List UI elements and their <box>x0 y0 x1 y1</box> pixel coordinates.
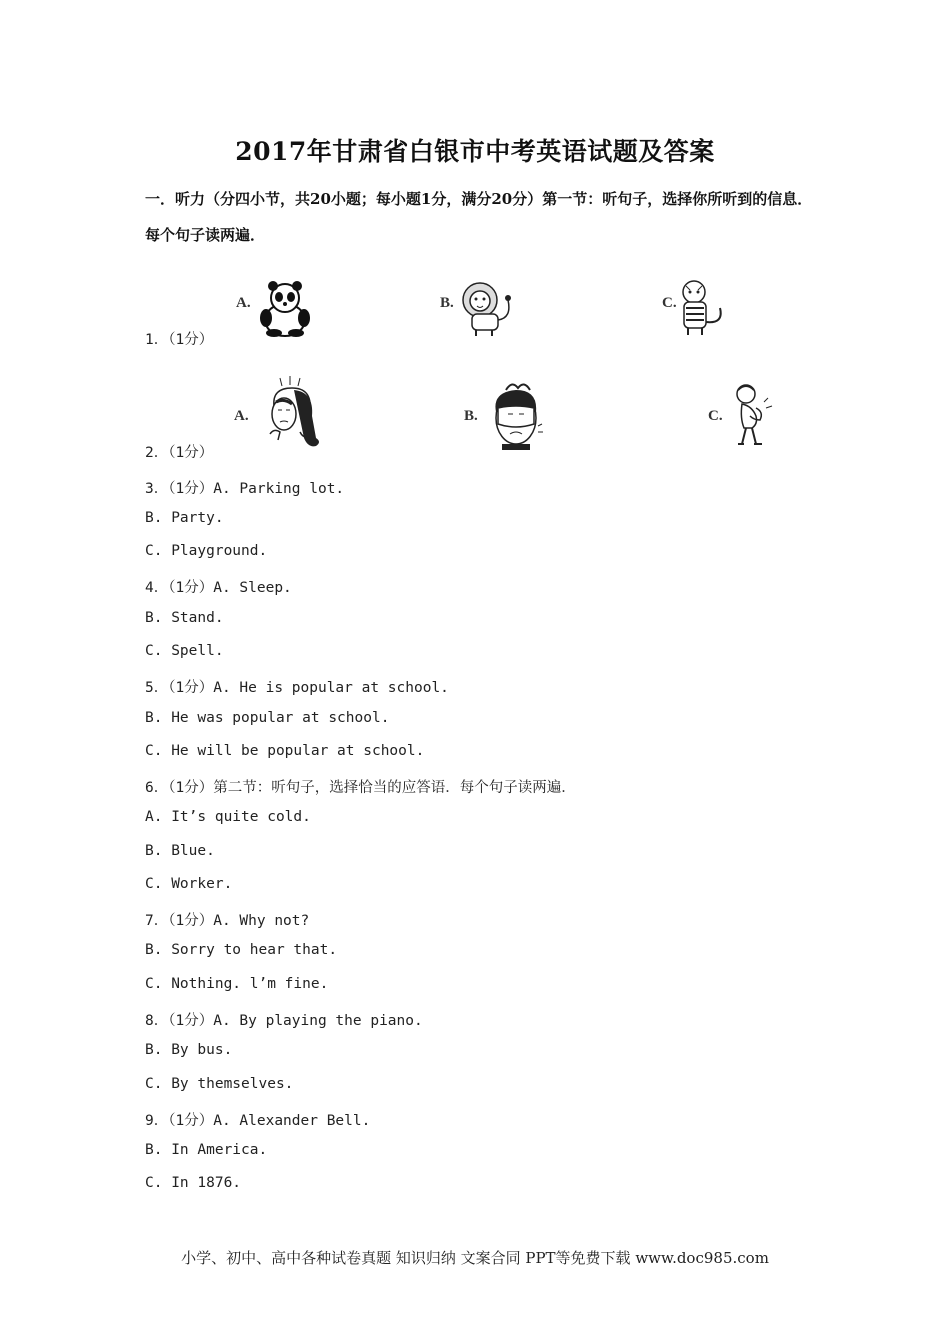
toothache-person-icon <box>486 378 548 452</box>
question-line: C. Playground. <box>145 543 268 559</box>
q2-label: 2．（1分） <box>145 445 214 461</box>
question-line: 8．（1分）A. By playing the piano. <box>145 1013 423 1029</box>
question-line: B. Sorry to hear that. <box>145 942 338 958</box>
question-line: C. Spell. <box>145 643 224 659</box>
question-line: B. In America. <box>145 1142 268 1158</box>
lion-icon <box>456 280 520 338</box>
question-line: B. Stand. <box>145 610 224 626</box>
q2-option-a-label: A. <box>234 408 249 424</box>
question-line: 3．（1分）A. Parking lot. <box>145 481 345 497</box>
q1-option-a-label: A. <box>236 295 251 311</box>
question-line: B. Blue. <box>145 843 215 859</box>
q2-option-c-label: C. <box>708 408 723 424</box>
q2-option-b-label: B. <box>464 408 478 424</box>
question-line: B. He was popular at school. <box>145 710 390 726</box>
tiger-icon <box>676 278 732 338</box>
page-footer: 小学、初中、高中各种试卷真题 知识归纳 文案合同 PPT等免费下载 www.doc985.com <box>181 1249 769 1267</box>
question-line: 9．（1分）A. Alexander Bell. <box>145 1113 371 1129</box>
question-line: B. By bus. <box>145 1042 233 1058</box>
question-line: 7．（1分）A. Why not? <box>145 913 310 929</box>
question-line: C. Worker. <box>145 876 233 892</box>
question-line: A. It’s quite cold. <box>145 809 311 825</box>
question-line: C. He will be popular at school. <box>145 743 425 759</box>
question-line: B. Party. <box>145 510 224 526</box>
question-line: 5．（1分）A. He is popular at school. <box>145 680 449 696</box>
q1-option-c-label: C. <box>662 295 677 311</box>
q1-label: 1．（1分） <box>145 332 214 348</box>
question-line: C. In 1876. <box>145 1175 242 1191</box>
panda-icon <box>250 278 320 338</box>
question-line: C. Nothing. l’m fine. <box>145 976 329 992</box>
section-header: 一．听力（分四小节，共20小题；每小题1分，满分20分）第一节：听句子，选择你所听到的信息．每个句子读两遍． <box>145 190 813 244</box>
question-line: 6．（1分）第二节：听句子，选择恰当的应答语．每个句子读两遍． <box>145 780 576 796</box>
question-line: C. By themselves. <box>145 1076 294 1092</box>
page-title: 2017年甘肃省白银市中考英语试题及答案 <box>235 137 715 166</box>
question-line: 4．（1分）A. Sleep. <box>145 580 292 596</box>
stomachache-person-icon <box>730 382 776 450</box>
q1-option-b-label: B. <box>440 295 454 311</box>
headache-person-icon <box>260 376 324 450</box>
